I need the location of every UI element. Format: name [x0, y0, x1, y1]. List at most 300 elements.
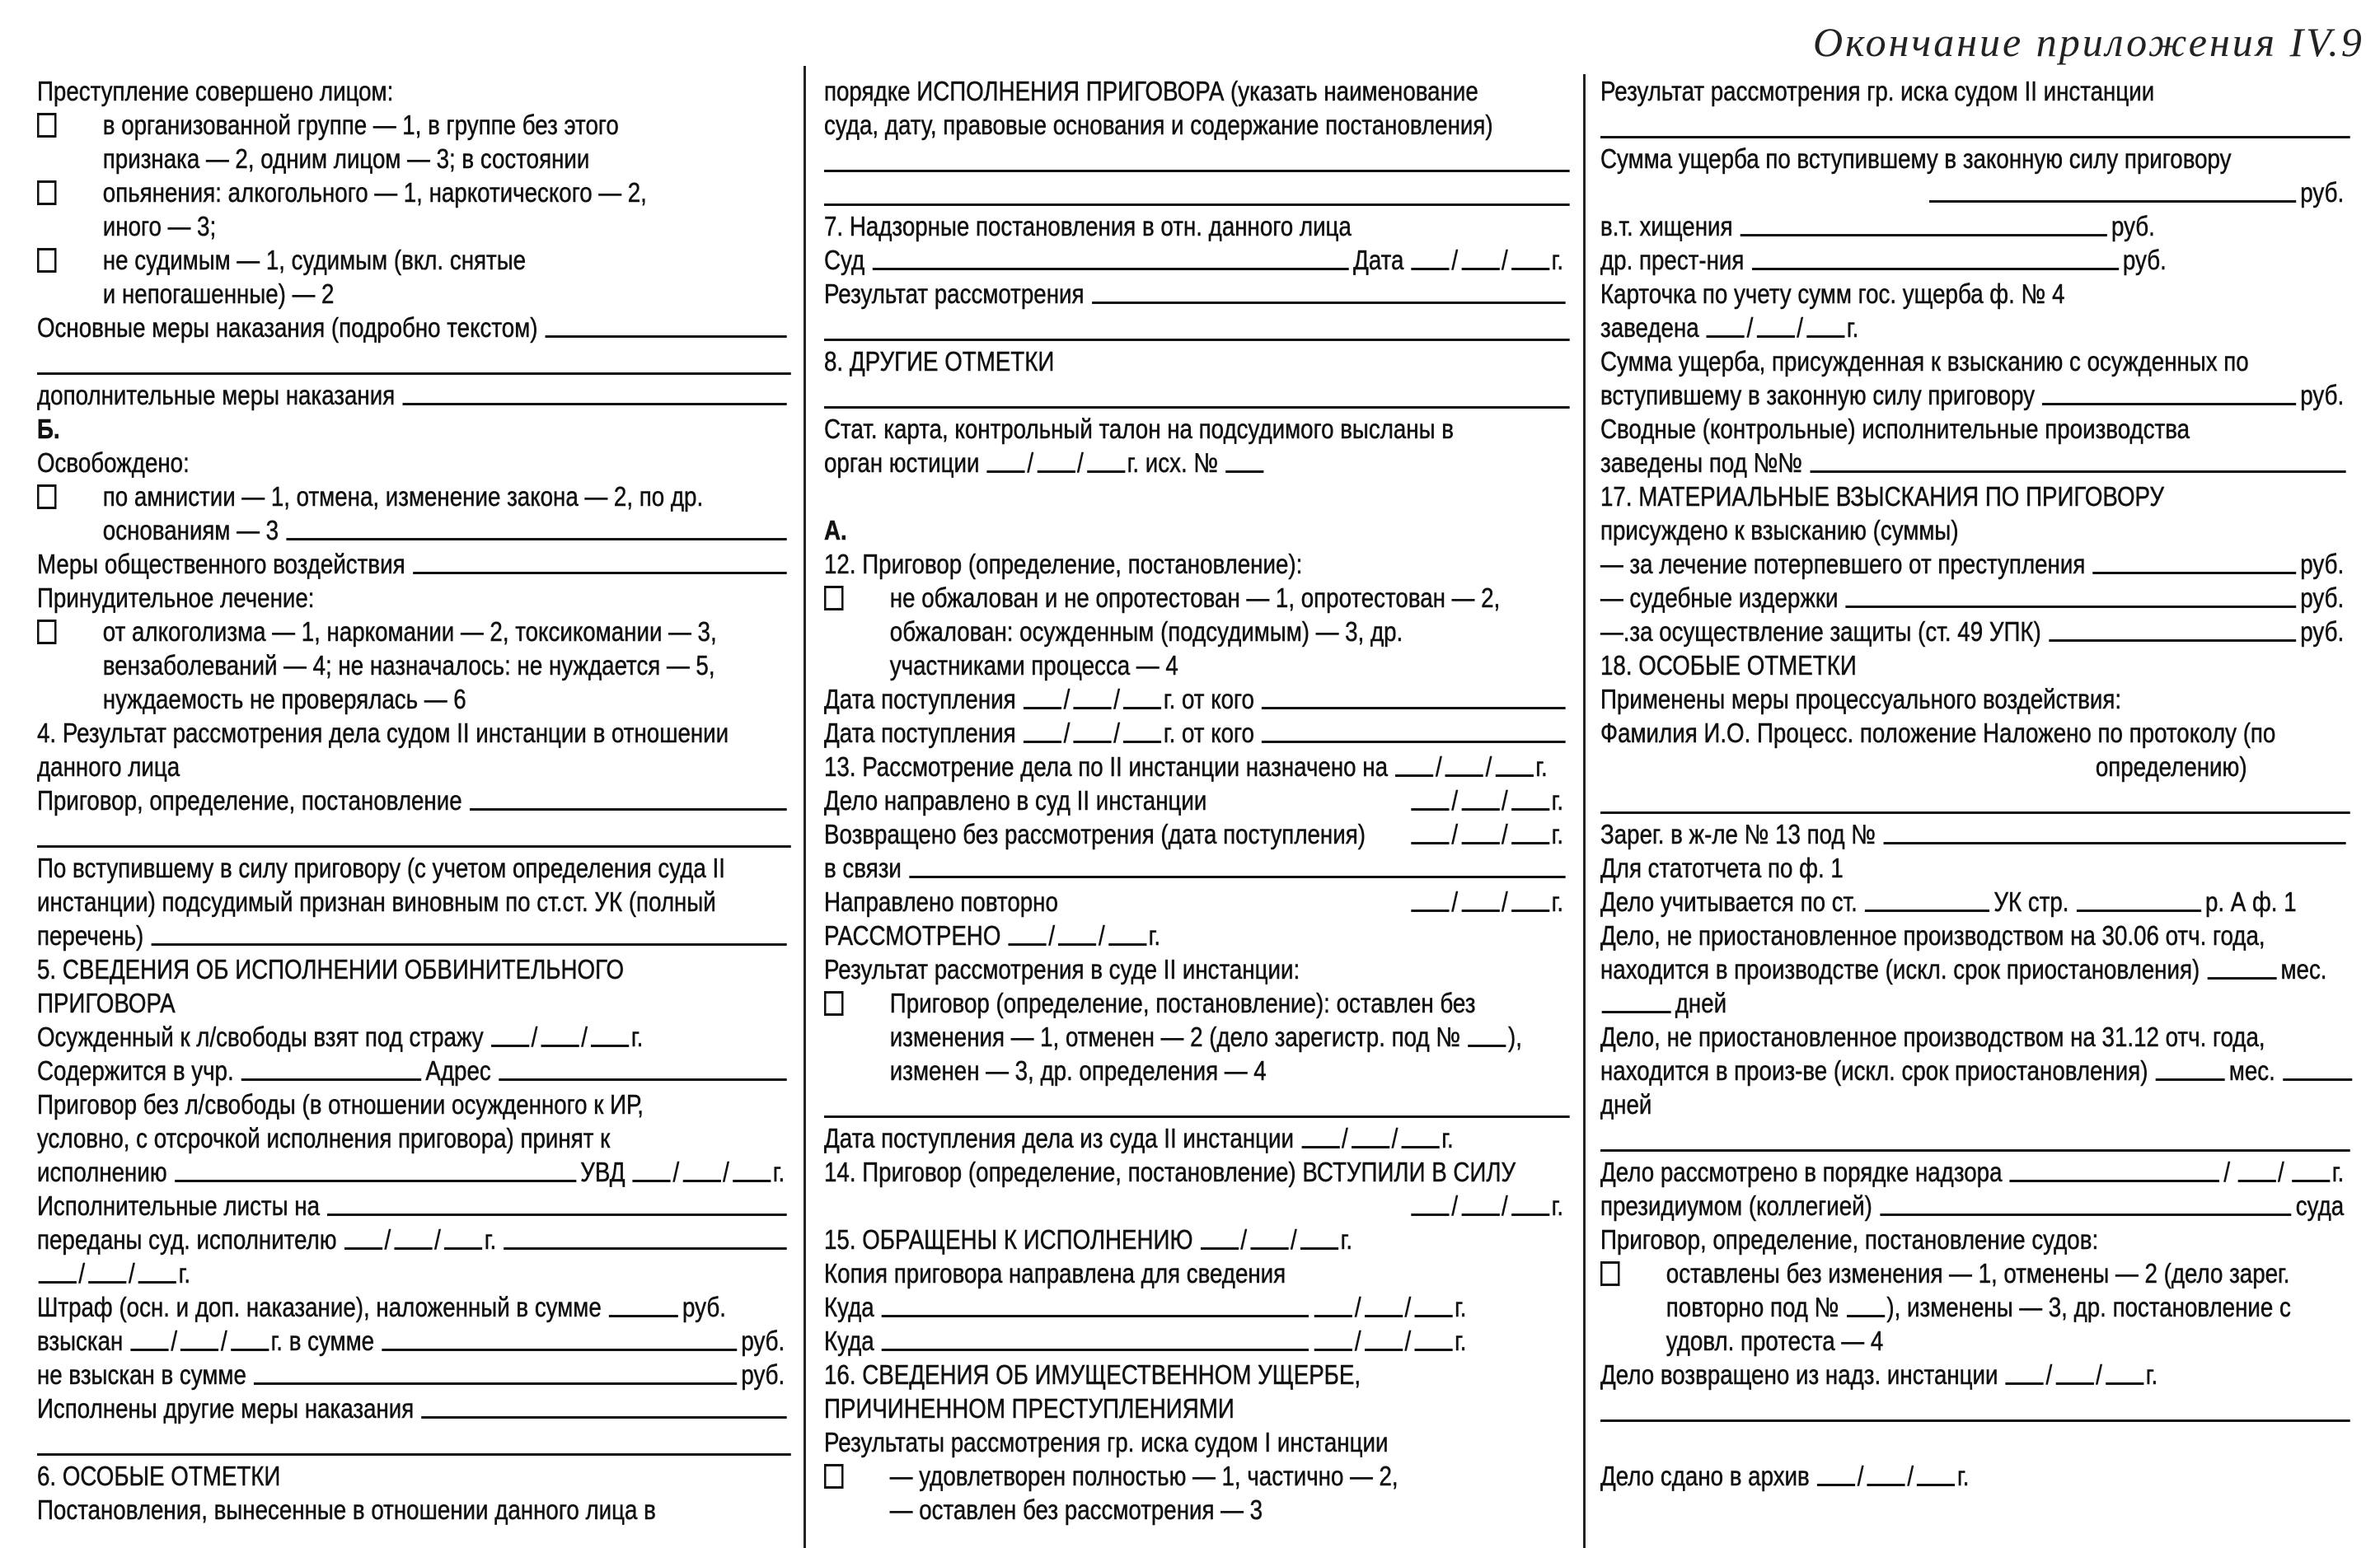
form-line	[824, 919, 1570, 952]
date-blank[interactable]	[591, 1028, 629, 1047]
fill-blank[interactable]	[241, 1062, 421, 1081]
form-line	[37, 682, 791, 716]
form-line	[824, 446, 1570, 479]
fill-blank[interactable]	[1880, 1197, 2292, 1216]
date-blank[interactable]	[1412, 1197, 1450, 1216]
date-separator: /	[1907, 1461, 1914, 1491]
fill-blank[interactable]	[872, 251, 1349, 270]
date-blank[interactable]	[1511, 251, 1549, 270]
fill-blank[interactable]	[2042, 386, 2296, 405]
fill-blank[interactable]	[1468, 1028, 1506, 1047]
date-blank[interactable]	[1495, 758, 1533, 777]
date-separator: /	[129, 1258, 135, 1288]
fill-blank[interactable]	[1883, 825, 2345, 844]
date-blank[interactable]	[541, 1028, 579, 1047]
line-text: оставлены без изменения — 1, отменены — 2 (дело зарег.	[1666, 1258, 2290, 1288]
fill-line[interactable]	[37, 845, 791, 848]
line-text: Дата поступления дела из суда II инстанции	[824, 1123, 1295, 1153]
form-line	[824, 851, 1570, 885]
line-text: Дело рассмотрено в порядке надзора	[1600, 1157, 2003, 1187]
line-text: изменен — 3, др. определения — 4	[889, 1055, 1267, 1086]
date-blank[interactable]	[394, 1231, 432, 1250]
date-blank[interactable]	[1511, 893, 1549, 912]
date-blank[interactable]	[2106, 1366, 2143, 1385]
form-line	[1600, 142, 2350, 175]
line-text: Осужденный к л/свободы взят под стражу	[37, 1022, 484, 1052]
line-text: /	[2223, 1157, 2231, 1187]
fill-blank[interactable]	[1262, 690, 1565, 709]
fill-blank[interactable]	[151, 927, 786, 946]
form-line	[37, 716, 791, 750]
line-text: г.	[1551, 1190, 1564, 1221]
line-text: 13. Рассмотрение дела по II инстанции назначено на	[824, 751, 1389, 782]
line-text: ПРИЧИНЕННОМ ПРЕСТУПЛЕНИЯМИ	[824, 1393, 1235, 1424]
date-field[interactable]	[1410, 885, 1552, 919]
date-blank[interactable]	[1461, 251, 1499, 270]
date-blank[interactable]	[231, 1332, 269, 1351]
form-line	[1600, 851, 2350, 885]
line-text: Дело возвращено из надз. инстанции	[1600, 1359, 1998, 1390]
form-line	[1600, 547, 2350, 581]
fill-line[interactable]	[1600, 1419, 2350, 1422]
form-line	[824, 378, 1570, 412]
line-text: руб.	[682, 1292, 726, 1322]
date-field[interactable]	[37, 1256, 179, 1290]
form-line	[1600, 277, 2350, 311]
date-separator: /	[1451, 245, 1459, 275]
form-line	[1600, 615, 2350, 648]
date-blank[interactable]	[1412, 251, 1450, 270]
line-text: руб.	[2122, 245, 2167, 275]
date-blank[interactable]	[1461, 1197, 1499, 1216]
date-blank[interactable]	[1058, 927, 1096, 946]
date-field[interactable]	[343, 1223, 485, 1256]
line-text: Дата	[1353, 245, 1404, 275]
line-text: УВД	[580, 1157, 625, 1187]
date-field[interactable]	[1410, 1189, 1552, 1223]
date-blank[interactable]	[1314, 1298, 1352, 1317]
date-separator: /	[1502, 785, 1508, 816]
line-text: Куда	[824, 1292, 874, 1322]
date-blank[interactable]	[1395, 758, 1433, 777]
line-text: 4. Результат рассмотрения дела судом II инстанции в отношении	[37, 718, 729, 748]
fill-blank[interactable]	[504, 1231, 786, 1250]
form-line	[1600, 1324, 2350, 1358]
form-line	[37, 615, 791, 648]
checkbox[interactable]	[1600, 1261, 1620, 1286]
form-line	[1600, 108, 2350, 142]
line-text: заведена	[1600, 312, 1699, 343]
date-blank[interactable]	[1024, 724, 1061, 743]
date-blank[interactable]	[1201, 1231, 1239, 1250]
date-field[interactable]	[1313, 1290, 1455, 1324]
date-separator: /	[1240, 1224, 1248, 1255]
form-line	[824, 1155, 1570, 1189]
form-line	[37, 1290, 791, 1324]
line-text: — судебные издержки	[1600, 582, 1839, 613]
fill-blank[interactable]	[2283, 1062, 2352, 1081]
date-blank[interactable]	[1365, 1332, 1403, 1351]
fill-blank[interactable]	[402, 386, 786, 405]
fill-line[interactable]	[824, 1115, 1570, 1118]
line-text: Сумма ущерба по вступившему в законную силу приговору	[1600, 143, 2232, 174]
fill-blank[interactable]	[175, 1163, 576, 1182]
date-blank[interactable]	[1806, 319, 1844, 338]
line-text: Результаты рассмотрения гр. иска судом I инстанции	[824, 1427, 1389, 1457]
form-line	[824, 716, 1570, 750]
date-blank[interactable]	[1461, 825, 1499, 844]
column-divider	[1583, 74, 1586, 1548]
form-line	[824, 648, 1570, 682]
form-line	[824, 142, 1570, 175]
line-text: —.за осуществление защиты (ст. 49 УПК)	[1600, 616, 2041, 647]
date-blank[interactable]	[1412, 792, 1450, 811]
line-text: По вступившему в силу приговору (с учетом определения суда II	[37, 853, 725, 883]
line-text: суда, дату, правовые основания и содержание постановления)	[824, 110, 1493, 140]
date-separator: /	[1391, 1123, 1398, 1153]
date-blank[interactable]	[733, 1163, 771, 1182]
form-line	[824, 750, 1570, 783]
line-text: ПРИГОВОРА	[37, 988, 176, 1018]
fill-blank[interactable]	[1865, 893, 1989, 912]
line-text: г. от кого	[1163, 718, 1254, 748]
date-blank[interactable]	[1707, 319, 1745, 338]
line-text: и непогашенные) — 2	[102, 278, 335, 309]
date-blank[interactable]	[1037, 454, 1075, 473]
line-text: /	[2278, 1157, 2284, 1187]
form-line	[824, 783, 1570, 817]
line-text: Меры общественного воздействия	[37, 549, 405, 579]
date-field[interactable]	[1705, 311, 1847, 344]
line-text: — оставлен без рассмотрения — 3	[889, 1494, 1263, 1525]
fill-blank[interactable]	[1262, 724, 1565, 743]
date-blank[interactable]	[682, 1163, 720, 1182]
fill-blank[interactable]	[499, 1062, 787, 1081]
fill-blank[interactable]	[2237, 1163, 2275, 1182]
line-text: руб.	[2300, 549, 2345, 579]
line-text: 7. Надзорные постановления в отн. данного лица	[824, 211, 1352, 241]
line-text: Применены меры процессуального воздействия:	[1600, 684, 2122, 714]
form-column-1	[37, 74, 791, 1527]
form-line	[1600, 412, 2350, 446]
date-blank[interactable]	[180, 1332, 218, 1351]
form-line	[824, 1054, 1570, 1087]
fill-blank[interactable]	[1602, 994, 1671, 1013]
form-line	[1600, 209, 2350, 243]
form-line	[824, 986, 1570, 1020]
form-line	[37, 209, 791, 243]
form-line	[824, 615, 1570, 648]
fill-blank[interactable]	[2156, 1062, 2225, 1081]
form-line	[824, 1493, 1570, 1527]
line-text: г.	[1846, 312, 1859, 343]
date-blank[interactable]	[1412, 893, 1450, 912]
line-text: не взыскан в сумме	[37, 1359, 246, 1390]
checkbox[interactable]	[37, 248, 57, 273]
line-text: г. от кого	[1163, 684, 1254, 714]
fill-line[interactable]	[824, 406, 1570, 409]
date-blank[interactable]	[1402, 1129, 1440, 1148]
fill-line[interactable]	[37, 1453, 791, 1456]
date-blank[interactable]	[88, 1265, 126, 1284]
date-field[interactable]	[1815, 1459, 1957, 1493]
fill-blank[interactable]	[422, 1400, 787, 1419]
date-field[interactable]	[490, 1020, 631, 1054]
date-field[interactable]	[1022, 716, 1164, 750]
form-line	[37, 1189, 791, 1223]
form-line	[824, 1223, 1570, 1256]
form-line	[1600, 919, 2350, 952]
date-blank[interactable]	[1123, 690, 1161, 709]
date-blank[interactable]	[1024, 690, 1061, 709]
date-blank[interactable]	[633, 1163, 671, 1182]
date-blank[interactable]	[2055, 1366, 2093, 1385]
checkbox[interactable]	[37, 620, 57, 644]
date-separator: /	[1451, 886, 1459, 917]
fill-blank[interactable]	[882, 1298, 1309, 1317]
line-text: орган юстиции	[824, 447, 980, 478]
fill-blank[interactable]	[327, 1197, 786, 1216]
date-field[interactable]	[1199, 1223, 1341, 1256]
date-blank[interactable]	[1867, 1467, 1905, 1486]
form-line	[37, 648, 791, 682]
date-blank[interactable]	[1817, 1467, 1855, 1486]
date-blank[interactable]	[1511, 825, 1549, 844]
date-blank[interactable]	[1445, 758, 1483, 777]
date-field[interactable]	[1394, 750, 1536, 783]
line-text: Штраф (осн. и доп. наказание), наложенный в сумме	[37, 1292, 602, 1322]
form-line	[1600, 1121, 2350, 1155]
date-blank[interactable]	[1414, 1332, 1452, 1351]
fill-blank[interactable]	[546, 319, 787, 338]
date-blank[interactable]	[1301, 1129, 1339, 1148]
line-text: 14. Приговор (определение, постановление) ВСТУПИЛИ В СИЛУ	[824, 1157, 1516, 1187]
date-separator: /	[1113, 684, 1120, 714]
line-text: г.	[772, 1157, 785, 1187]
date-separator: /	[672, 1157, 680, 1187]
form-line	[37, 412, 791, 446]
date-blank[interactable]	[1074, 724, 1112, 743]
form-line	[37, 1121, 791, 1155]
form-line	[824, 1020, 1570, 1054]
line-text: Копия приговора направлена для сведения	[824, 1258, 1286, 1288]
form-line	[1600, 1223, 2350, 1256]
date-blank[interactable]	[491, 1028, 529, 1047]
checkbox[interactable]	[824, 586, 844, 610]
date-blank[interactable]	[1511, 1197, 1549, 1216]
date-separator: /	[1354, 1292, 1361, 1322]
date-field[interactable]	[1022, 682, 1164, 716]
date-blank[interactable]	[444, 1231, 482, 1250]
fill-line[interactable]	[1600, 1149, 2350, 1152]
line-text: Результат рассмотрения	[824, 278, 1085, 309]
line-text: ), изменены — 3, др. постановление с	[1886, 1292, 2291, 1322]
date-blank[interactable]	[131, 1332, 169, 1351]
date-field[interactable]	[631, 1155, 773, 1189]
line-text: мес.	[2228, 1055, 2275, 1086]
fill-line[interactable]	[37, 372, 791, 375]
form-line	[37, 1425, 791, 1459]
date-blank[interactable]	[2006, 1366, 2044, 1385]
line-text: 6. ОСОБЫЕ ОТМЕТКИ	[37, 1461, 281, 1491]
form-line	[824, 412, 1570, 446]
date-field[interactable]	[1007, 919, 1149, 952]
date-blank[interactable]	[987, 454, 1025, 473]
line-text: опьянения: алкогольного — 1, наркотического — 2,	[102, 177, 647, 208]
checkbox[interactable]	[37, 180, 57, 205]
form-line	[1600, 479, 2350, 513]
fill-blank[interactable]	[1810, 454, 2345, 473]
form-line	[37, 446, 791, 479]
checkbox[interactable]	[37, 113, 57, 138]
fill-blank[interactable]	[286, 521, 786, 540]
date-field[interactable]	[1410, 243, 1552, 277]
date-separator: /	[1502, 886, 1508, 917]
date-field[interactable]	[1300, 1121, 1442, 1155]
line-text: повторно под №	[1666, 1292, 1839, 1322]
date-blank[interactable]	[1414, 1298, 1452, 1317]
line-text: определению)	[2095, 751, 2247, 782]
date-separator: /	[434, 1224, 441, 1255]
form-line	[1600, 378, 2350, 412]
form-line	[37, 1391, 791, 1425]
date-blank[interactable]	[138, 1265, 176, 1284]
date-blank[interactable]	[1250, 1231, 1288, 1250]
form-line	[37, 885, 791, 919]
date-blank[interactable]	[1074, 690, 1112, 709]
line-text: 12. Приговор (определение, постановление):	[824, 549, 1303, 579]
form-line	[1600, 817, 2350, 851]
form-line	[824, 1256, 1570, 1290]
fill-blank[interactable]	[470, 792, 787, 811]
line-text: г.	[1455, 1326, 1467, 1356]
date-separator: /	[78, 1258, 86, 1288]
line-text: г.	[1551, 819, 1564, 849]
fill-blank[interactable]	[1846, 589, 2297, 608]
fill-blank[interactable]	[2010, 1163, 2220, 1182]
date-field[interactable]	[986, 446, 1127, 479]
fill-blank[interactable]	[382, 1332, 737, 1351]
date-blank[interactable]	[1511, 792, 1549, 811]
fill-blank[interactable]	[2207, 961, 2276, 980]
line-text: 16. СВЕДЕНИЯ ОБ ИМУЩЕСТВЕННОМ УЩЕРБЕ,	[824, 1359, 1361, 1390]
date-blank[interactable]	[1917, 1467, 1955, 1486]
line-text: г.	[484, 1224, 497, 1255]
form-line	[824, 344, 1570, 378]
line-text: г.	[1455, 1292, 1467, 1322]
fill-line[interactable]	[824, 203, 1570, 206]
date-field[interactable]	[1313, 1324, 1455, 1358]
date-blank[interactable]	[344, 1231, 382, 1250]
line-text: Дата поступления	[824, 718, 1016, 748]
form-line	[37, 1324, 791, 1358]
form-line	[37, 851, 791, 885]
fill-line[interactable]	[1600, 136, 2350, 138]
fill-blank[interactable]	[2077, 893, 2201, 912]
date-blank[interactable]	[1352, 1129, 1389, 1148]
fill-blank[interactable]	[1740, 217, 2107, 236]
checkbox[interactable]	[37, 484, 57, 509]
date-field[interactable]	[2004, 1358, 2146, 1391]
date-separator: /	[1077, 447, 1084, 478]
line-text: Приговор без л/свободы (в отношении осужденного к ИР,	[37, 1089, 644, 1120]
date-blank[interactable]	[1314, 1332, 1352, 1351]
fill-blank[interactable]	[413, 555, 787, 574]
line-text: вступившему в законную силу приговору	[1600, 380, 2036, 410]
fill-blank[interactable]	[609, 1298, 678, 1317]
line-text: руб.	[2300, 380, 2345, 410]
fill-blank[interactable]	[1752, 251, 2119, 270]
date-separator: /	[1354, 1326, 1361, 1356]
date-separator: /	[1098, 920, 1105, 951]
fill-blank[interactable]	[2049, 623, 2296, 642]
line-text: Содержится в учр.	[37, 1055, 234, 1086]
fill-blank[interactable]	[2093, 555, 2297, 574]
form-line	[824, 108, 1570, 142]
fill-blank[interactable]	[254, 1366, 737, 1385]
fill-blank[interactable]	[1929, 184, 2296, 203]
line-text: Дело сдано в архив	[1600, 1461, 1810, 1491]
fill-blank[interactable]	[1225, 454, 1263, 473]
line-text: руб.	[2300, 177, 2345, 208]
date-blank[interactable]	[1300, 1231, 1338, 1250]
date-field[interactable]	[1410, 783, 1552, 817]
line-text: признака — 2, одним лицом — 3; в состоянии	[102, 143, 590, 174]
line-text: в.т. хищения	[1600, 211, 1733, 241]
fill-line[interactable]	[824, 339, 1570, 341]
form-line	[37, 919, 791, 952]
date-field[interactable]	[1410, 817, 1552, 851]
line-text: находится в произ-ве (искл. срок приостановления)	[1600, 1055, 2148, 1086]
form-line	[824, 581, 1570, 615]
fill-blank[interactable]	[882, 1332, 1309, 1351]
date-blank[interactable]	[1757, 319, 1795, 338]
checkbox[interactable]	[824, 991, 844, 1016]
date-blank[interactable]	[1461, 792, 1499, 811]
date-blank[interactable]	[1123, 724, 1161, 743]
fill-blank[interactable]	[2292, 1163, 2330, 1182]
date-blank[interactable]	[1461, 893, 1499, 912]
fill-line[interactable]	[824, 170, 1570, 172]
line-text: руб.	[2300, 582, 2345, 613]
form-line	[1600, 344, 2350, 378]
fill-blank[interactable]	[1847, 1298, 1885, 1317]
line-text: Суд	[824, 245, 865, 275]
fill-blank[interactable]	[909, 859, 1565, 878]
date-blank[interactable]	[1412, 825, 1450, 844]
date-blank[interactable]	[39, 1265, 77, 1284]
line-text: Для статотчета по ф. 1	[1600, 853, 1844, 883]
line-text: г.	[1956, 1461, 1970, 1491]
date-blank[interactable]	[1009, 927, 1047, 946]
form-line	[824, 1391, 1570, 1425]
line-text: данного лица	[37, 751, 180, 782]
date-blank[interactable]	[1087, 454, 1125, 473]
date-blank[interactable]	[1108, 927, 1146, 946]
date-separator: /	[723, 1157, 729, 1187]
date-field[interactable]	[129, 1324, 271, 1358]
checkbox[interactable]	[824, 1464, 844, 1489]
fill-line[interactable]	[1600, 811, 2350, 814]
fill-blank[interactable]	[1092, 285, 1566, 304]
form-line	[824, 277, 1570, 311]
form-line	[37, 1493, 791, 1527]
date-separator: /	[1451, 1190, 1459, 1221]
form-line	[824, 547, 1570, 581]
form-line	[1600, 1290, 2350, 1324]
line-text: Исполнительные листы на	[37, 1190, 320, 1221]
date-blank[interactable]	[1365, 1298, 1403, 1317]
